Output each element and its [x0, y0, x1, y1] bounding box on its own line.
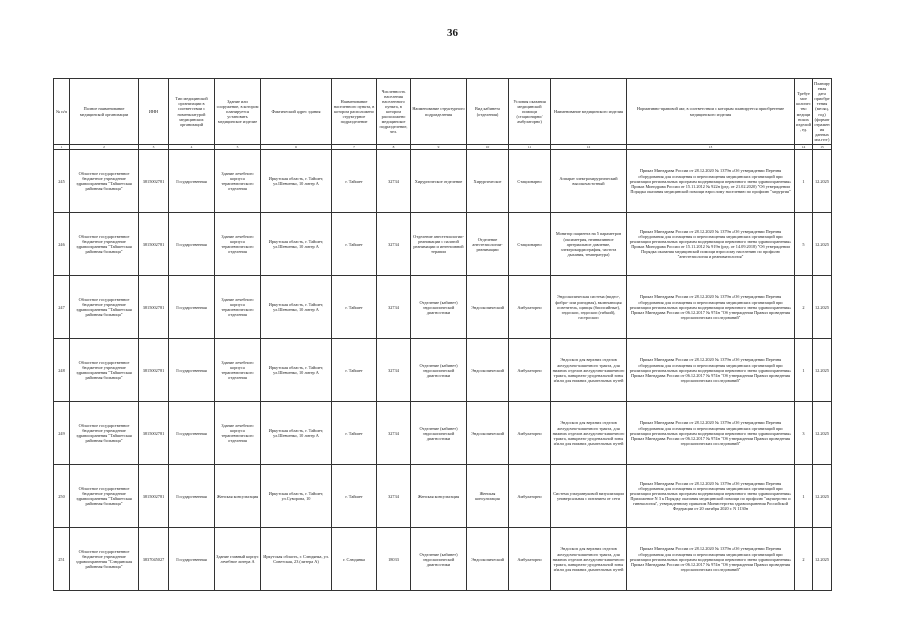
- column-number: 15: [813, 145, 832, 150]
- planned-date: 12.2025: [813, 150, 832, 213]
- header-cell: Здание или сооружение, в котором планируется установить медицинское изделие: [215, 79, 261, 145]
- column-number: 13: [627, 145, 795, 150]
- building: Здание лечебного корпуса терапевтического отделения: [215, 339, 261, 402]
- planned-date: 12.2025: [813, 402, 832, 465]
- column-number: 2: [70, 145, 139, 150]
- locality: г. Тайшет: [332, 150, 377, 213]
- organization-type: Государственная: [169, 213, 215, 276]
- building: Здание лечебного корпуса терапевтического отделения: [215, 402, 261, 465]
- column-number: 12: [551, 145, 627, 150]
- building: Здание лечебного корпуса терапевтического отделения: [215, 213, 261, 276]
- care-conditions: Амбулаторно: [509, 528, 551, 591]
- regulatory-act: Приказ Минздрава России от 28.12.2020 № 1379н «Об утверждении Перечня оборудования для оснащения и переоснащения медицинских организаций при реализации региональных программ модернизации первичного звена здравоохранения» Приказ Минздрава России от 06.12.2017 № 974н "Об утверждении Правил проведения эндоскопических исследований": [627, 528, 795, 591]
- row-number: 247: [54, 276, 70, 339]
- structural-unit: Хирургическое отделение: [411, 150, 467, 213]
- organization-type: Государственная: [169, 150, 215, 213]
- table-row: [54, 465, 832, 528]
- locality: г. Тайшет: [332, 402, 377, 465]
- inn: 3815002781: [139, 213, 169, 276]
- organization-name: Областное государственное бюджетное учреждение здравоохранения "Тайшетская районная больница": [70, 402, 139, 465]
- column-number: 7: [332, 145, 377, 150]
- organization-type: Государственная: [169, 276, 215, 339]
- population: 32734: [377, 276, 411, 339]
- table-row: [54, 402, 832, 465]
- medical-device: Эндоскоп для верхних отделов желудочно-кишечного тракта, для нижних отделов желудочно-кишечного тракта, панкреато-дуоденальной зоны и/или для нижних дыхательных путей: [551, 339, 627, 402]
- regulatory-act: Приказ Минздрава России от 28.12.2020 № 1379н «Об утверждении Перечня оборудования для оснащения и переоснащения медицинских организаций при реализации региональных программ модернизации первичного звена здравоохранения» Приказ Минздрава России от 06.12.2017 № 974н "Об утверждении Правил проведения эндоскопических исследований": [627, 276, 795, 339]
- inn: 3815002781: [139, 339, 169, 402]
- locality: г. Тайшет: [332, 276, 377, 339]
- organization-name: Областное государственное бюджетное учреждение здравоохранения "Тайшетская районная больница": [70, 339, 139, 402]
- row-number: 246: [54, 213, 70, 276]
- table-row: [54, 276, 832, 339]
- population: 32734: [377, 402, 411, 465]
- medical-device: Эндоскопическая система (видео-, фибро- или ригидная), включающая осветитель, щипцы (биопсийные), эндоскоп, эндоскоп (гибкий), гастроскоп: [551, 276, 627, 339]
- planned-date: 12.2025: [813, 213, 832, 276]
- medical-device: Аппарат электрохирургический высокочастотный: [551, 150, 627, 213]
- cabinet-type: Эндоскопический: [467, 339, 509, 402]
- address: Иркутская область, г. Тайшет, ул.Шевченко, 10 литер А: [261, 213, 332, 276]
- population: 18033: [377, 528, 411, 591]
- population: 32734: [377, 213, 411, 276]
- locality: г. Слюдянка: [332, 528, 377, 591]
- cabinet-type: Женская консультация: [467, 465, 509, 528]
- organization-type: Государственная: [169, 528, 215, 591]
- structural-unit: Отделение (кабинет) эндоскопической диагностики: [411, 276, 467, 339]
- header-cell: Наименование медицинского изделия: [551, 79, 627, 145]
- care-conditions: Амбулаторно: [509, 339, 551, 402]
- quantity: 1: [795, 150, 813, 213]
- regulatory-act: Приказ Минздрава России от 28.12.2020 № 1379н «Об утверждении Перечня оборудования для оснащения и переоснащения медицинских организаций при реализации региональных программ модернизации первичного звена здравоохранения» Приказ Минздрава России от 15.11.2012 № 919н (ред. от 14.09.2018) "Об утверждении Порядка оказания медицинской помощи взрослому населению по профилю "анестезиология и реаниматология": [627, 213, 795, 276]
- address: Иркутская область, г. Слюдянка, ул. Советская, 23 (литера А): [261, 528, 332, 591]
- building: Здание главный корпус лечебное литера А: [215, 528, 261, 591]
- row-number: 245: [54, 150, 70, 213]
- planned-date: 12.2025: [813, 528, 832, 591]
- structural-unit: Отделение (кабинет) эндоскопической диагностики: [411, 339, 467, 402]
- care-conditions: Стационарно: [509, 213, 551, 276]
- quantity: 1: [795, 465, 813, 528]
- quantity: 5: [795, 213, 813, 276]
- regulatory-act: Приказ Минздрава России от 28.12.2020 № 1379н «Об утверждении Перечня оборудования для оснащения и переоснащения медицинских организаций при реализации региональных программ модернизации первичного звена здравоохранения» Приказ Минздрава России от 06.12.2017 № 974н "Об утверждении Правил проведения эндоскопических исследований": [627, 402, 795, 465]
- locality: г. Тайшет: [332, 465, 377, 528]
- care-conditions: Амбулаторно: [509, 402, 551, 465]
- header-cell: Фактический адрес здания: [261, 79, 332, 145]
- header-row: [54, 79, 832, 145]
- population: 32734: [377, 465, 411, 528]
- column-number: 10: [467, 145, 509, 150]
- cabinet-type: Эндоскопический: [467, 402, 509, 465]
- address: Иркутская область, г. Тайшет, ул.Шевченко, 10 литер А: [261, 276, 332, 339]
- locality: г. Тайшет: [332, 213, 377, 276]
- medical-device: Эндоскоп для верхних отделов желудочно-кишечного тракта, для нижних отделов желудочно-кишечного тракта, панкреато-дуоденальной зоны и/или для нижних дыхательных путей: [551, 402, 627, 465]
- regulatory-act: Приказ Минздрава России от 28.12.2020 № 1379н «Об утверждении Перечня оборудования для оснащения и переоснащения медицинских организаций при реализации региональных программ модернизации первичного звена здравоохранения» Приказ Минздрава России от 06.12.2017 № 974н "Об утверждении Правил проведения эндоскопических исследований": [627, 339, 795, 402]
- header-cell: № п/п: [54, 79, 70, 145]
- row-number: 249: [54, 402, 70, 465]
- quantity: 3: [795, 402, 813, 465]
- column-number: 4: [169, 145, 215, 150]
- header-cell: Планируемая дата приобретения (месяц, год) (формат отражения данных мм.гггг): [813, 79, 832, 145]
- row-number: 250: [54, 465, 70, 528]
- header-cell: Тип медицинской организации в соответствии с номенклатурой медицинских организаций: [169, 79, 215, 145]
- cabinet-type: Отделение анестезиологии-реанимации: [467, 213, 509, 276]
- cabinet-type: Эндоскопический: [467, 528, 509, 591]
- quantity: 2: [795, 528, 813, 591]
- planned-date: 12.2025: [813, 339, 832, 402]
- header-cell: Условия оказания медицинской помощи (стационарно/амбулаторно): [509, 79, 551, 145]
- table-row: [54, 213, 832, 276]
- care-conditions: Амбулаторно: [509, 465, 551, 528]
- table-row: [54, 150, 832, 213]
- organization-name: Областное государственное бюджетное учреждение здравоохранения "Тайшетская районная больница": [70, 276, 139, 339]
- column-number: 3: [139, 145, 169, 150]
- care-conditions: Амбулаторно: [509, 276, 551, 339]
- quantity: 1: [795, 339, 813, 402]
- column-number: 14: [795, 145, 813, 150]
- structural-unit: Отделение (кабинет) эндоскопической диагностики: [411, 528, 467, 591]
- medical-device: Система ультразвуковой визуализации универсальная с питанием от сети: [551, 465, 627, 528]
- inn: 3815002781: [139, 465, 169, 528]
- locality: г. Тайшет: [332, 339, 377, 402]
- table-row: [54, 339, 832, 402]
- column-number: 5: [215, 145, 261, 150]
- organization-name: Областное государственное бюджетное учреждение здравоохранения "Слюдянская районная больница": [70, 528, 139, 591]
- structural-unit: Женская консультация: [411, 465, 467, 528]
- table-row: [54, 528, 832, 591]
- building: Здание лечебного корпуса терапевтического отделения: [215, 276, 261, 339]
- planned-date: 12.2025: [813, 276, 832, 339]
- header-cell: Полное наименование медицинской организации: [70, 79, 139, 145]
- column-number: 1: [54, 145, 70, 150]
- header-cell: Нормативно-правовой акт, в соответствии с которым планируется приобретение медицинского изделия: [627, 79, 795, 145]
- inn: 3815002781: [139, 402, 169, 465]
- structural-unit: Отделение (кабинет) эндоскопической диагностики: [411, 402, 467, 465]
- address: Иркутская область, г. Тайшет, ул.Суворова, 10: [261, 465, 332, 528]
- column-number: 6: [261, 145, 332, 150]
- header-cell: Вид кабинета (отделения): [467, 79, 509, 145]
- population: 32734: [377, 150, 411, 213]
- structural-unit: Отделение анестезиологии-реанимации с палатой реанимации и интенсивной терапии: [411, 213, 467, 276]
- building: Женская консультация: [215, 465, 261, 528]
- quantity: 2: [795, 276, 813, 339]
- row-number: 248: [54, 339, 70, 402]
- building: Здание лечебного корпуса терапевтического отделения: [215, 150, 261, 213]
- care-conditions: Стационарно: [509, 150, 551, 213]
- medical-device: Эндоскоп для верхних отделов желудочно-кишечного тракта, для нижних отделов желудочно-кишечного тракта, панкреато-дуоденальной зоны и/или для нижних дыхательных путей: [551, 528, 627, 591]
- address: Иркутская область, г. Тайшет, ул.Шевченко, 10 литер А: [261, 339, 332, 402]
- equipment-registry-table: [53, 78, 832, 591]
- cabinet-type: Хирургическое: [467, 150, 509, 213]
- regulatory-act: Приказ Минздрава России от 28.12.2020 № 1379н «Об утверждении Перечня оборудования для оснащения и переоснащения медицинских организаций при реализации региональных программ модернизации первичного звена здравоохранения» Приложение N 3 к Порядку оказания медицинской помощи по профилю "акушерство и гинекология", утвержденному приказом Министерства здравоохранения Российской Федерации от 20 октября 2020 г. N 1130н: [627, 465, 795, 528]
- organization-name: Областное государственное бюджетное учреждение здравоохранения "Тайшетская районная больница": [70, 213, 139, 276]
- inn: 3815002781: [139, 276, 169, 339]
- inn: 3815002781: [139, 150, 169, 213]
- address: Иркутская область, г. Тайшет, ул.Шевченко, 10 литер А: [261, 402, 332, 465]
- page-number: 36: [447, 27, 458, 39]
- address: Иркутская область, г. Тайшет, ул.Шевченко, 10 литер А: [261, 150, 332, 213]
- organization-type: Государственная: [169, 465, 215, 528]
- organization-type: Государственная: [169, 402, 215, 465]
- column-number: 9: [411, 145, 467, 150]
- column-number: 11: [509, 145, 551, 150]
- column-number: 8: [377, 145, 411, 150]
- header-cell: ИНН: [139, 79, 169, 145]
- regulatory-act: Приказ Минздрава России от 28.12.2020 № 1379н «Об утверждении Перечня оборудования для оснащения и переоснащения медицинских организаций при реализации региональных программ модернизации первичного звена здравоохранения» Приказ Минздрава России от 15.11.2012 № 922н (ред. от 21.02.2020) "Об утверждении Порядка оказания медицинской помощи взрослому населению по профилю "хирургия": [627, 150, 795, 213]
- organization-name: Областное государственное бюджетное учреждение здравоохранения "Тайшетская районная больница": [70, 150, 139, 213]
- header-cell: Наименование структурного подразделения: [411, 79, 467, 145]
- population: 32734: [377, 339, 411, 402]
- header-cell: Численность населения населенного пункта, в котором расположено медицинское подразделение, чел.: [377, 79, 411, 145]
- header-cell: Наименование населенного пункта, в котором расположено структурное подразделение: [332, 79, 377, 145]
- header-cell: Требуемое количество медицинских изделий, ед.: [795, 79, 813, 145]
- cabinet-type: Эндоскопический: [467, 276, 509, 339]
- planned-date: 12.2025: [813, 465, 832, 528]
- organization-type: Государственная: [169, 339, 215, 402]
- medical-device: Монитор пациента на 5 параметров (оксиметрия, неинвазивное артериальное давление, электрокардиография, частота дыхания, температура): [551, 213, 627, 276]
- inn: 3837045027: [139, 528, 169, 591]
- organization-name: Областное государственное бюджетное учреждение здравоохранения "Тайшетская районная больница": [70, 465, 139, 528]
- row-number: 251: [54, 528, 70, 591]
